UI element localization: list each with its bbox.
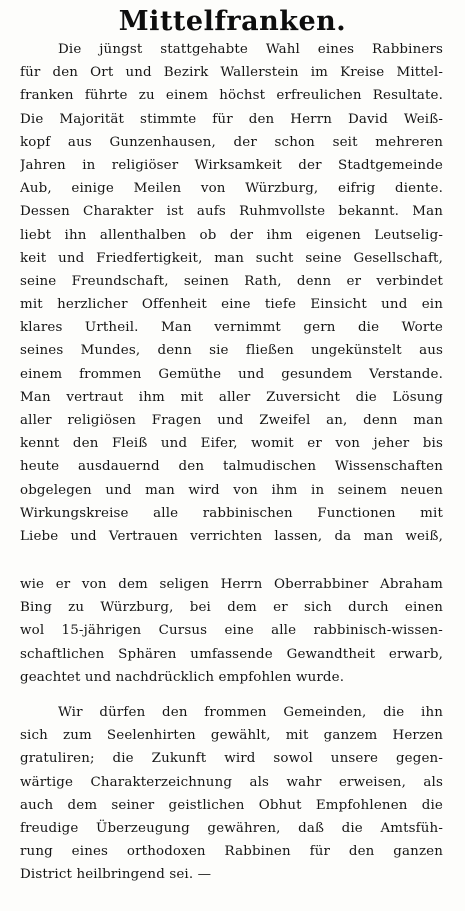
text-line: wie er von dem seligen Herrn Oberrabbiner Abraham	[20, 577, 443, 592]
text-line: Jahren in religiöser Wirksamkeit der Stadtgemeinde	[20, 157, 443, 173]
text-line: Dessen Charakter ist aufs Ruhmvollste bekannt. Man	[20, 204, 443, 220]
text-line: klares Urtheil. Man vernimmt gern die Worte	[20, 320, 443, 336]
text-line: seine Freundschaft, seinen Rath, denn er verbindet	[20, 273, 443, 289]
text-line: rung eines orthodoxen Rabbinen für den ganzen	[20, 844, 443, 860]
text-line: Die Majorität stimmte für den Herrn David Weiß-	[20, 111, 443, 127]
text-line: wol 15-jährigen Cursus eine alle rabbinisch-wissen-	[20, 623, 443, 639]
text-line: auch dem seiner geistlichen Obhut Empfohlenen die	[20, 797, 443, 813]
article-title: Mittelfranken.	[118, 6, 347, 37]
text-line: keit und Friedfertigkeit, man sucht seine Gesellschaft,	[20, 250, 443, 266]
text-line: kopf aus Gunzenhausen, der schon seit mehreren	[20, 134, 443, 150]
text-line: gratuliren; die Zukunft wird sowol unsere gegen-	[20, 751, 443, 767]
text-line: aller religiösen Fragen und Zweifel an, denn man	[20, 413, 443, 428]
text-line: Wir dürfen den frommen Gemeinden, die ihn	[58, 705, 443, 720]
text-line: freudige Überzeugung gewähren, daß die Amtsfüh-	[20, 820, 443, 836]
article-paragraph-1	[20, 38, 443, 548]
text-line: einem frommen Gemüthe und gesundem Verstande.	[20, 366, 443, 382]
text-line: seines Mundes, denn sie fließen ungekünstelt aus	[20, 343, 443, 359]
text-line: geachtet und nachdrücklich empfohlen wurde.	[20, 669, 345, 685]
text-line: District heilbringend sei. —	[20, 867, 212, 883]
text-line: Die jüngst stattgehabte Wahl eines Rabbiners	[58, 42, 443, 57]
article-paragraph-2	[20, 701, 443, 887]
text-line: obgelegen und man wird von ihm in seinem neuen	[20, 482, 443, 498]
text-line: Wirkungskreise alle rabbinischen Functionen mit	[20, 505, 443, 521]
text-line: mit herzlicher Offenheit eine tiefe Einsicht und ein	[20, 297, 443, 313]
column-break	[20, 558, 443, 564]
text-line: sich zum Seelenhirten gewählt, mit ganzem Herzen	[20, 728, 443, 744]
text-line: für den Ort und Bezirk Wallerstein im Kreise Mittel-	[20, 65, 443, 81]
text-line: Liebe und Vertrauen verrichten lassen, da man weiß,	[20, 528, 443, 544]
text-line: heute ausdauernd den talmudischen Wissenschaften	[20, 459, 443, 475]
text-line: franken führte zu einem höchst erfreulichen Resultate.	[20, 88, 443, 104]
text-line: kennt den Fleiß und Eifer, womit er von jeher bis	[20, 436, 443, 452]
article-paragraph-1-continued	[20, 573, 443, 689]
text-line: schaftlichen Sphären umfassende Gewandtheit erwarb,	[20, 646, 443, 662]
text-line: Aub, einige Meilen von Würzburg, eifrig diente.	[20, 181, 443, 197]
text-line: Bing zu Würzburg, bei dem er sich durch einen	[20, 600, 443, 616]
text-line: Man vertraut ihm mit aller Zuversicht die Lösung	[20, 389, 443, 405]
text-line: wärtige Charakterzeichnung als wahr erweisen, als	[20, 774, 443, 790]
text-line: liebt ihn allenthalben ob der ihm eigenen Leutselig-	[20, 227, 443, 243]
